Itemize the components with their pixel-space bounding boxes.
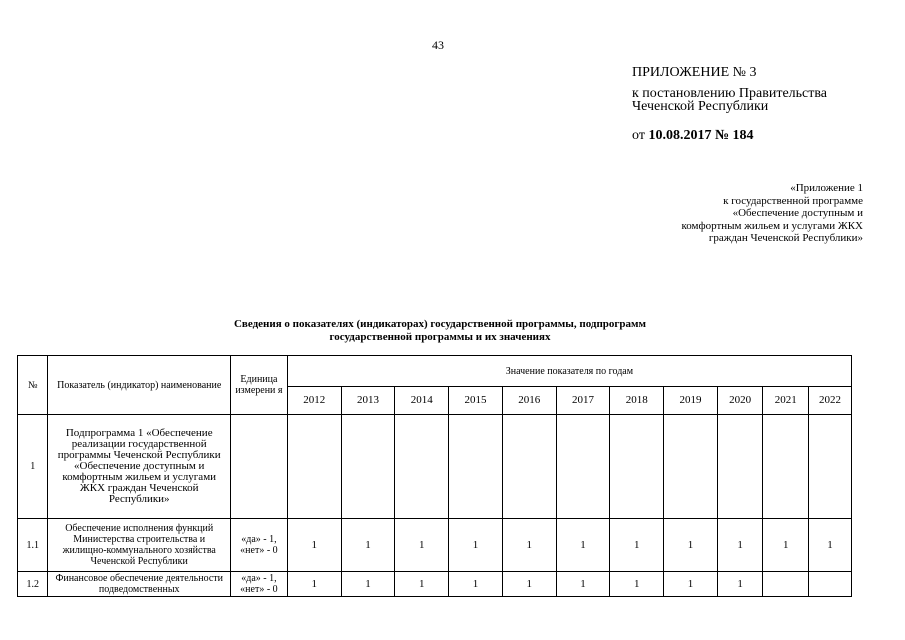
row-value: 1 [395,519,449,572]
row-value [556,415,610,519]
header-indicator: Показатель (индикатор) наименование [48,356,231,415]
row-value: 1 [449,572,503,597]
appendix-line-1: к постановлению Правительства [632,86,828,101]
row-name: Подпрограмма 1 «Обеспечение реализации государственной программы Чеченской Республики «Обеспечение доступным и комфортным жильем и услугами ЖКХ граждан Чеченской Республики» [48,415,231,519]
row-value [341,415,395,519]
row-value: 1 [395,572,449,597]
row-value [287,415,341,519]
row-name: Финансовое обеспечение деятельности подведомственных [48,572,231,597]
year-2021: 2021 [763,387,809,415]
row-value [610,415,664,519]
appendix-title: ПРИЛОЖЕНИЕ № 3 [632,65,757,80]
row-value: 1 [717,572,763,597]
row-value [763,572,809,597]
reference-line-3: «Обеспечение доступным и [732,207,863,219]
row-unit: «да» - 1, «нет» - 0 [231,572,288,597]
row-num: 1 [18,415,48,519]
row-value [664,415,718,519]
row-value [809,415,852,519]
row-value [809,572,852,597]
year-2020: 2020 [717,387,763,415]
row-num: 1.1 [18,519,48,572]
row-value: 1 [763,519,809,572]
table-row [18,572,852,597]
appendix-header [632,66,827,142]
row-name: Обеспечение исполнения функций Министерства строительства и жилищно-коммунального хозяйства Чеченской Республики [48,519,231,572]
row-value: 1 [341,572,395,597]
row-value: 1 [502,519,556,572]
row-value: 1 [717,519,763,572]
reference-line-2: к государственной программе [723,194,863,207]
row-unit: «да» - 1, «нет» - 0 [231,519,288,572]
year-2018: 2018 [610,387,664,415]
table-title-line-1: Сведения о показателях (индикаторах) государственной программы, подпрограмм [233,318,647,330]
appendix-number: № 184 [714,128,754,143]
row-value [449,415,503,519]
header-values: Значение показателя по годам [287,356,851,387]
appendix-date-line [632,129,827,142]
row-value [502,415,556,519]
row-value: 1 [287,519,341,572]
header-num: № [18,356,48,415]
table-row [18,415,852,519]
year-2014: 2014 [395,387,449,415]
row-value: 1 [664,572,718,597]
indicators-table [17,355,852,597]
program-reference [603,182,863,245]
date-prefix: от [632,128,645,143]
year-2017: 2017 [556,387,610,415]
year-2022: 2022 [809,387,852,415]
row-unit [231,415,288,519]
row-value: 1 [502,572,556,597]
row-value: 1 [449,519,503,572]
row-value [763,415,809,519]
row-value: 1 [287,572,341,597]
page-number: 43 [432,38,444,52]
table-row [18,519,852,572]
reference-line-4: комфортным жильем и услугами ЖКХ [681,219,863,232]
year-2015: 2015 [449,387,503,415]
year-2019: 2019 [664,387,718,415]
table-header-row [18,356,852,387]
row-value: 1 [610,572,664,597]
table-title-line-2: государственной программы и их значениях [329,331,551,343]
year-2013: 2013 [341,387,395,415]
table-title [180,318,700,344]
row-num: 1.2 [18,572,48,597]
row-value: 1 [341,519,395,572]
appendix-line-2: Чеченской Республики [632,99,769,114]
year-2016: 2016 [502,387,556,415]
row-value [717,415,763,519]
row-value: 1 [556,572,610,597]
row-value: 1 [809,519,852,572]
appendix-date: 10.08.2017 [648,128,712,143]
reference-line-1: «Приложение 1 [790,182,863,194]
row-value [395,415,449,519]
row-value: 1 [664,519,718,572]
row-value: 1 [556,519,610,572]
header-unit: Единица измерени я [231,356,288,415]
row-value: 1 [610,519,664,572]
reference-line-5: граждан Чеченской Республики» [708,232,863,244]
year-2012: 2012 [287,387,341,415]
